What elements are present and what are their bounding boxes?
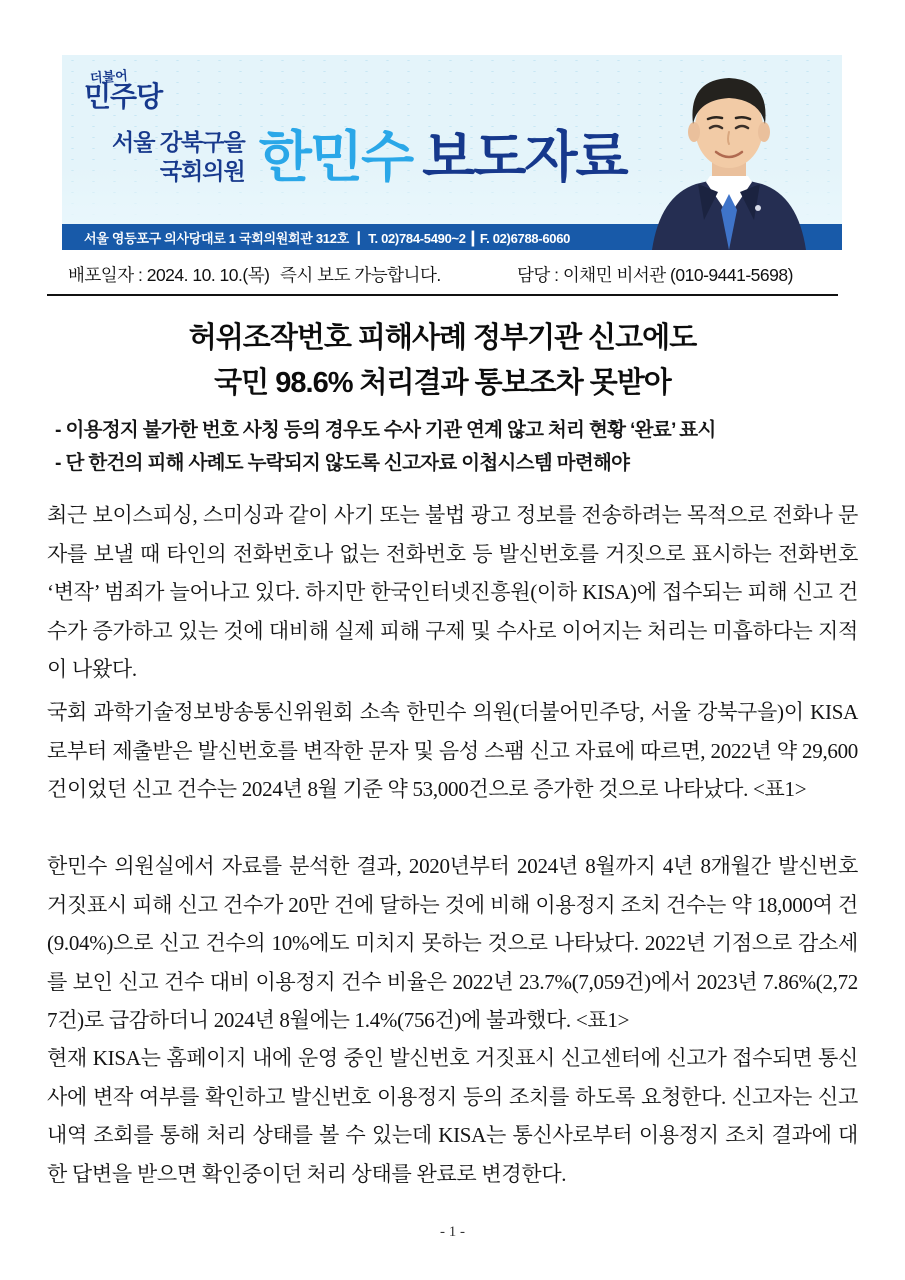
body-paragraph-4: 현재 KISA는 홈페이지 내에 운영 중인 발신번호 거짓표시 신고센터에 신고가 접수되면 통신사에 변작 여부를 확인하고 발신번호 이용정지 등의 조치를 하도록 요청한다. 신고자는 신고 내역 조회를 통해 처리 상태를 볼 수 있는데 KISA는 통신사로부터 이용정지 조치 결과에 대한 답변을 받으면 확인중이던 처리 상태를 완료로 변경한다. <box>47 1046 858 1186</box>
contact-info: 담당 : 이채민 비서관 (010-9441-5698) <box>517 265 793 285</box>
party-logo <box>84 69 162 111</box>
body-paragraph-3: 한민수 의원실에서 자료를 분석한 결과, 2020년부터 2024년 8월까지 4년 8개월간 발신번호 거짓표시 피해 신고 건수가 20만 건에 달하는 것에 비해 이용정지 조치 건수는 약 18,000여 건(9.04%)으로 신고 건수의 10%에도 미치지 못하는 것으로 나타났다. 2022년 기점으로 감소세를 보인 신고 건수 대비 이용정지 건수 비율은 2022년 23.7%(7,059건)에서 2023년 7.86%(2,727건)로 급감하더니 2024년 8월에는 1.4%(756건)에 불과했다. <표1> <box>47 854 858 1032</box>
page-number: - 1 - <box>440 1224 465 1240</box>
release-meta-row <box>47 256 838 296</box>
headline-bullet-1: - 이용정지 불가한 번호 사칭 등의 경우도 수사 기관 연계 않고 처리 현황 ‘완료’ 표시 <box>55 419 716 441</box>
release-date: 배포일자 : 2024. 10. 10.(목) <box>68 265 270 285</box>
district-line1: 서울 강북구을 <box>112 129 245 155</box>
release-note: 즉시 보도 가능합니다. <box>280 265 441 285</box>
headline-line1: 허위조작번호 피해사례 정부기관 신고에도 <box>188 322 697 354</box>
press-release-banner <box>62 55 842 250</box>
banner-title <box>259 127 627 187</box>
headline-bullet-2: - 단 한건의 피해 사례도 누락되지 않도록 신고자료 이첩시스템 마련해야 <box>55 452 630 474</box>
district-label <box>112 128 245 186</box>
party-logo-main: 민주당 <box>84 81 163 112</box>
member-portrait-photo <box>638 70 820 250</box>
office-address-bar <box>62 224 842 250</box>
banner-center <box>112 127 627 187</box>
body-paragraph-1: 최근 보이스피싱, 스미싱과 같이 사기 또는 불법 광고 정보를 전송하려는 목적으로 전화나 문자를 보낼 때 타인의 전화번호나 없는 전화번호 등 발신번호를 거짓으로 표시하는 전화번호 ‘변작’ 범죄가 늘어나고 있다. 하지만 한국인터넷진흥원(이하 KISA)에 접수되는 피해 신고 건수가 증가하고 있는 것에 대비해 실제 피해 구제 및 수사로 이어지는 처리는 미흡하다는 지적이 나왔다. <box>47 503 858 681</box>
headline-line2: 국민 98.6% 처리결과 통보조차 못받아 <box>214 367 671 399</box>
district-line2: 국회의원 <box>159 158 245 184</box>
headline <box>47 316 838 406</box>
member-name: 한민수 <box>258 126 413 188</box>
doc-type-label: 보도자료 <box>422 126 627 188</box>
office-address-text: 서울 영등포구 의사당대로 1 국회의원회관 312호 ┃ T. 02)784-5490~2 ┃ F. 02)6788-6060 <box>84 230 571 246</box>
party-logo-top: 더불어 <box>89 67 129 86</box>
body-paragraph-2: 국회 과학기술정보방송통신위원회 소속 한민수 의원(더불어민주당, 서울 강북구을)이 KISA로부터 제출받은 발신번호를 변작한 문자 및 음성 스팸 신고 자료에 따르면, 2022년 약 29,600건이었던 신고 건수는 2024년 8월 기준 약 53,000건으로 증가한 것으로 나타났다. <표1> <box>47 700 858 801</box>
headline-bullets <box>55 414 845 480</box>
portrait-illustration <box>638 70 820 250</box>
